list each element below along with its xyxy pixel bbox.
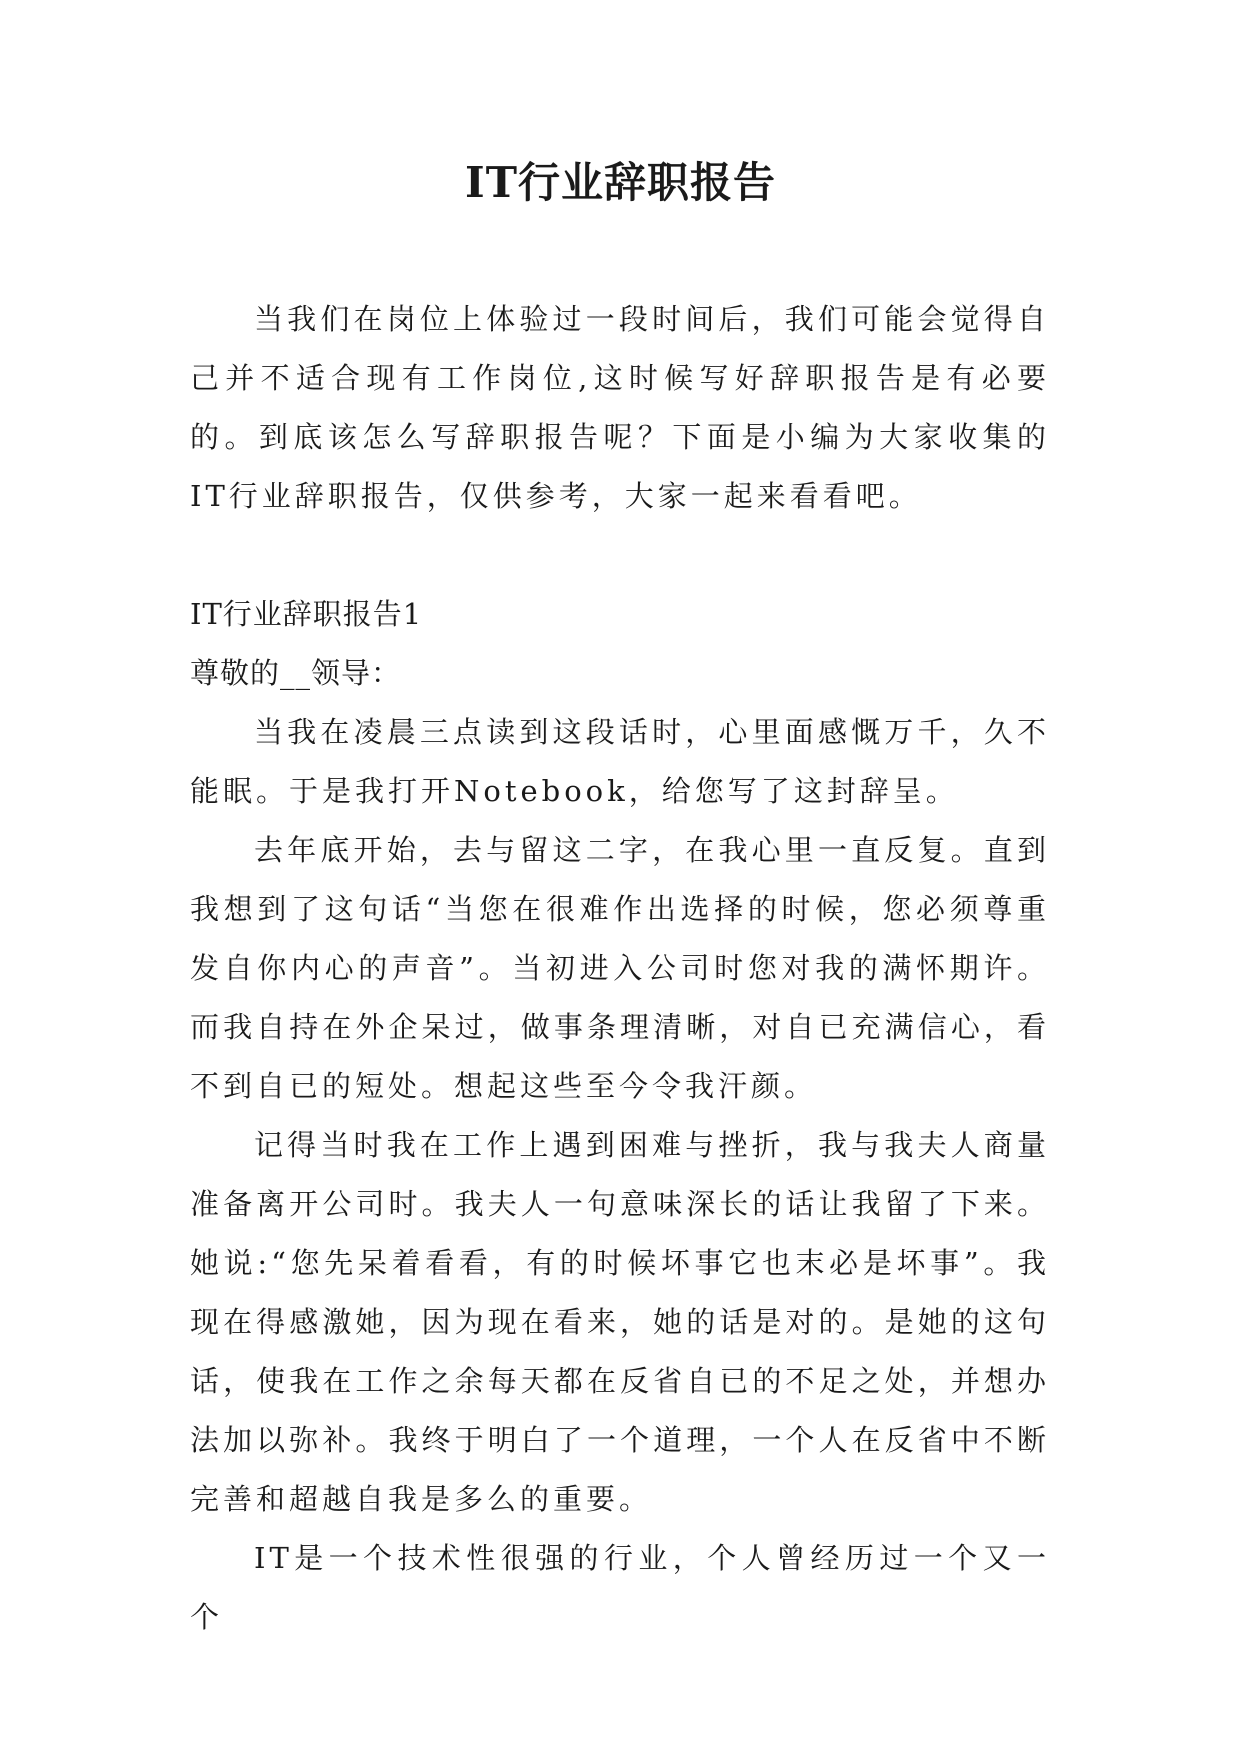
paragraph-gap (190, 526, 1050, 585)
body-paragraph-2: 去年底开始，去与留这二字，在我心里一直反复。直到我想到了这句话“当您在很难作出选择的时候，您必须尊重发自你内心的声音”。当初进入公司时您对我的满怀期许。而我自持在外企呆过，做事条理清晰，对自已充满信心，看不到自已的短处。想起这些至今令我汗颜。 (190, 833, 1050, 1103)
document-title: IT行业辞职报告 (465, 158, 776, 207)
document-body (190, 290, 1050, 1647)
section-heading: IT行业辞职报告1 (190, 597, 423, 631)
body-paragraph-4: IT是一个技术性很强的行业，个人曾经历过一个又一个 (190, 1541, 1050, 1634)
salutation: 尊敬的__领导： (190, 656, 402, 690)
body-paragraph-3: 记得当时我在工作上遇到困难与挫折，我与我夫人商量准备离开公司时。我夫人一句意味深长的话让我留了下来。她说:“您先呆着看看，有的时候坏事它也末必是坏事”。我现在得感激她，因为现在看来，她的话是对的。是她的这句话，使我在工作之余每天都在反省自已的不足之处，并想办法加以弥补。我终于明白了一个道理，一个人在反省中不断完善和超越自我是多么的重要。 (190, 1128, 1050, 1516)
intro-paragraph: 当我们在岗位上体验过一段时间后，我们可能会觉得自己并不适合现有工作岗位,这时候写好辞职报告是有必要的。到底该怎么写辞职报告呢？下面是小编为大家收集的IT行业辞职报告，仅供参考，大家一起来看看吧。 (190, 302, 1050, 513)
body-paragraph-1: 当我在凌晨三点读到这段话时，心里面感慨万千，久不能眠。于是我打开Notebook，给您写了这封辞呈。 (190, 715, 1050, 808)
